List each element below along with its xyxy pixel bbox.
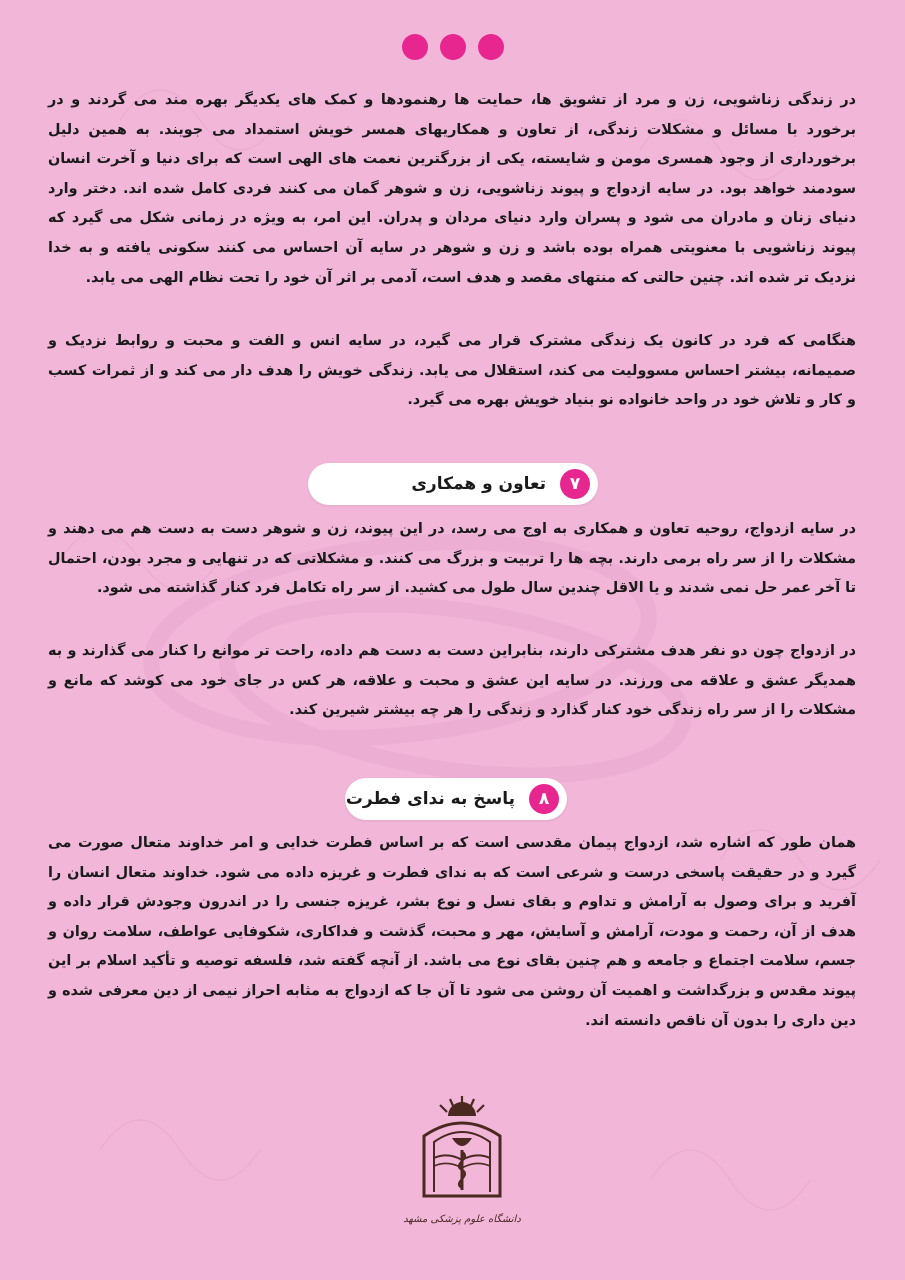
- section-heading-7: [308, 463, 598, 505]
- section-number-badge: ۸: [529, 784, 559, 814]
- section-title: پاسخ به ندای فطرت: [345, 789, 515, 809]
- section-7-paragraph: در سایه ازدواج، روحیه تعاون و همکاری به اوج می رسد، در این پیوند، زن و شوهر دست به دست هم می دهند و مشکلات را از سر راه برمی دارند. بچه ها را تربیت و بزرگ می کنند. و مشکلاتی که در تنهایی و مجرد بودن، احتمال تا آخر عمر حل نمی شدند و یا الاقل چندین سال طول می کشید. از سر راه تکامل فرد کنار گذاشته می شود.: [48, 521, 856, 597]
- university-logo: [403, 1092, 521, 1232]
- dot: [402, 34, 428, 60]
- dot: [440, 34, 466, 60]
- section-title: تعاون و همکاری: [411, 474, 546, 494]
- intro-paragraph-2: هنگامی که فرد در کانون یک زندگی مشترک قرار می گیرد، در سایه انس و الفت و محبت و روابط نزدیک و صمیمانه، بیشتر احساس مسوولیت می کند، استقلال می یابد. زندگی خویش را هدف دار می کند و از ثمرات کسب و کار و تلاش خود در واحد خانواده نو بنیاد خویش بهره می گیرد.: [48, 333, 856, 409]
- section-7-paragraph-2: در ازدواج چون دو نفر هدف مشترکی دارند، بنابراین دست به دست هم داده، راحت تر موانع را کنار می گذارند و به همدیگر عشق و علاقه می ورزند. در سایه این عشق و محبت و علاقه، هر کس در جای خود می کوشد که مانع و مشکلات را از سر راه زندگی خود کنار گذارد و زندگی را هر چه بیشتر شیرین کند.: [48, 643, 856, 719]
- dot: [478, 34, 504, 60]
- logo-caption: دانشگاه علوم پزشکی مشهد: [403, 1214, 521, 1225]
- decorative-dots: [0, 34, 905, 60]
- section-8-paragraph: همان طور که اشاره شد، ازدواج پیمان مقدسی است که بر اساس فطرت خدایی و امر خداوند متعال صورت می گیرد و در حقیقت پاسخی درست و شرعی است که به ندای فطرت و غریزه داده می شود. خداوند متعال انسان را آفرید و برای وصول به آرامش و تداوم و بقای نسل و نوع بشر، غریزه جنسی را در اندرون وجودش قرار داده و هدف از آن، رحمت و مودت، آرامش و آسایش، مهر و محبت، گذشت و فداکاری، شکوفایی عواطف، سلامت روان و جسم، سلامت اجتماع و جامعه و هم چنین بقای نوع می باشد. از آنچه گفته شد، فلسفه توصیه و تأکید اسلام بر این پیوند مقدس و بزرگداشت و اهمیت آن روشن می شود تا آن جا که ازدواج به مثابه احراز نیمی از دین معرفی شده و دین داری را بدون آن ناقص دانسته اند.: [48, 835, 856, 1029]
- intro-paragraph: در زندگی زناشویی، زن و مرد از تشویق ها، حمایت ها رهنمودها و کمک های یکدیگر بهره مند می گردند و در برخورد با مسائل و مشکلات زندگی، از تعاون و همکاریهای همسر خویش استمداد می جویند. به همین دلیل برخورداری از وجود همسری مومن و شایسته، یکی از بزرگترین نعمت های الهی است که برای دنیا و آخرت انسان سودمند خواهد بود. در سایه ازدواج و پیوند زناشویی، زن و شوهر گمان می کنند فردی کامل شده اند. دختر وارد دنیای زنان و مادران می شود و پسران وارد دنیای مردان و پدران. این امر، به ویژه در زمانی شکل می گیرد که پیوند زناشویی با معنویتی همراه بوده باشد و زن و شوهر در سایه آن احساس می کنند سکونی یافته و به خدا نزدیک تر شده اند. چنین حالتی که منتهای مقصد و هدف است، آدمی بر اثر آن خود را تحت نظام الهی می یابد.: [48, 92, 856, 286]
- section-number-badge: ۷: [560, 469, 590, 499]
- section-heading-8: [345, 778, 567, 820]
